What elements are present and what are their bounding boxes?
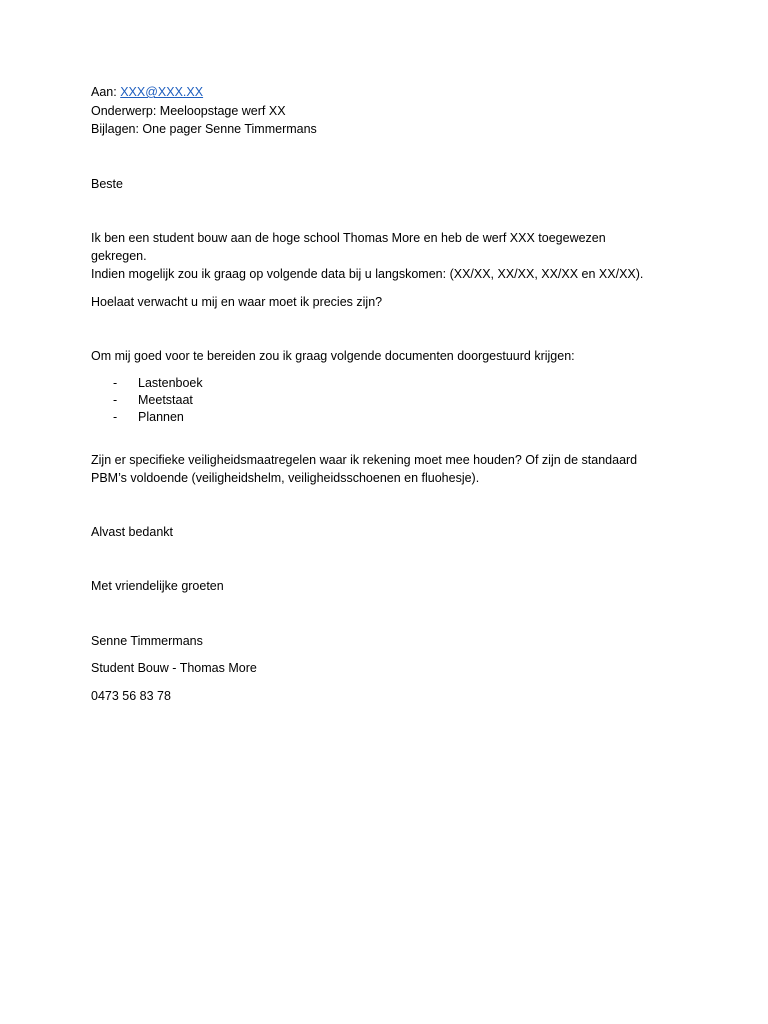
paragraph-line: Indien mogelijk zou ik graag op volgende data bij u langskomen: (XX/XX, XX/XX, XX/XX en XX/XX).	[91, 267, 644, 281]
attachments-line: Bijlagen: One pager Senne Timmermans	[91, 122, 317, 136]
list-bullet: -	[113, 393, 118, 407]
question-line: Hoelaat verwacht u mij en waar moet ik precies zijn?	[91, 295, 383, 309]
paragraph-line: gekregen.	[91, 249, 147, 263]
list-item-label: Meetstaat	[138, 393, 193, 407]
signature-title: Student Bouw - Thomas More	[91, 661, 257, 675]
list-item-label: Lastenboek	[138, 376, 203, 390]
to-label: Aan:	[91, 85, 117, 99]
signature-phone: 0473 56 83 78	[91, 689, 171, 703]
safety-line: PBM’s voldoende (veiligheidshelm, veiligheidsschoenen en fluohesje).	[91, 471, 480, 485]
subject-line: Onderwerp: Meeloopstage werf XX	[91, 104, 286, 118]
to-line	[91, 84, 203, 101]
list-item-label: Plannen	[138, 410, 184, 424]
documents-intro: Om mij goed voor te bereiden zou ik graag volgende documenten doorgestuurd krijgen:	[91, 349, 575, 363]
to-email-link[interactable]: XXX@XXX.XX	[120, 85, 204, 99]
list-bullet: -	[113, 376, 118, 390]
signature-name: Senne Timmermans	[91, 634, 203, 648]
safety-line: Zijn er specifieke veiligheidsmaatregelen waar ik rekening moet mee houden? Of zijn de standaard	[91, 453, 638, 467]
thanks-line: Alvast bedankt	[91, 525, 173, 539]
paragraph-line: Ik ben een student bouw aan de hoge school Thomas More en heb de werf XXX toegewezen	[91, 231, 606, 245]
closing-line: Met vriendelijke groeten	[91, 579, 224, 593]
list-bullet: -	[113, 410, 118, 424]
greeting: Beste	[91, 177, 123, 191]
